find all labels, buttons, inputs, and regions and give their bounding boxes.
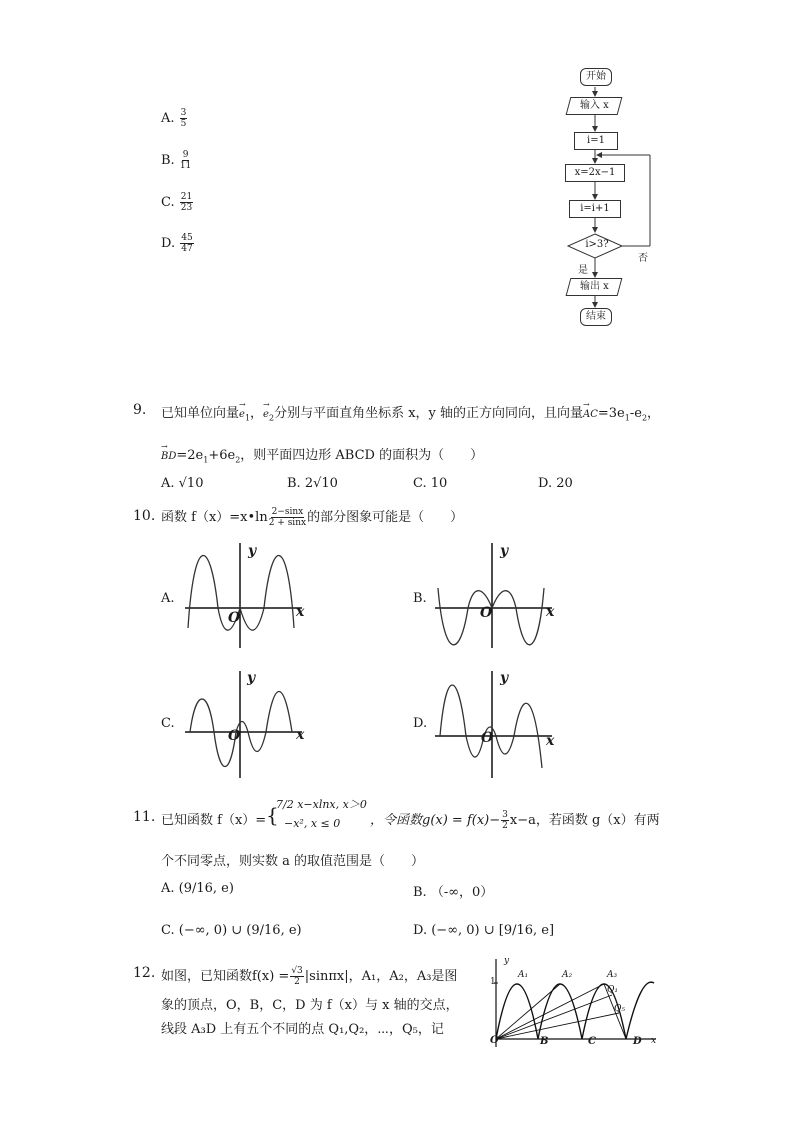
q12-line3: 线段 A₃D 上有五个不同的点 Q₁,Q₂，⋯，Q₅，记: [161, 1022, 444, 1037]
q12-line1: 如图，已知函数f(x) = $\frac{√3}{2}$ |sinπx|，A₁，A₂，A₃是图: [161, 966, 458, 987]
graph-b-y-label: y: [500, 543, 509, 559]
graph-c-origin: O: [228, 728, 241, 744]
graph-b-x-label: x: [546, 604, 555, 620]
q10-option-d: D.: [413, 716, 428, 731]
q9-option-a: A. √10: [161, 476, 204, 491]
graph-c: [180, 668, 310, 780]
q12-graph-q1: Q₁: [607, 985, 618, 995]
flow-end: 结束: [580, 308, 612, 326]
q8-option-d: D. $\frac{45}{47}$: [161, 233, 193, 254]
q8-option-c: C. $\frac{21}{23}$: [161, 192, 193, 213]
q9-line1: 已知单位向量→ $e_1$，→ $e_2$分别与平面直角坐标系 x，y 轴的正方向同向，且向量→ $AC=3e_1-e_2$，: [161, 402, 660, 423]
flow-yes: 是: [578, 265, 588, 276]
fraction: $\frac{3}{2}$: [502, 810, 508, 831]
q8-option-b: B. $\frac{9}{11}$: [161, 150, 192, 171]
q11-option-c: C. (−∞, 0) ∪ (9/16, e): [161, 923, 302, 938]
q10-stem: 函数 f（x）=x•ln $\frac{2-\sin x}{2 + \sin x}$ 的部分图象可能是（ ）: [161, 507, 464, 528]
q12-graph-y: y: [504, 956, 510, 966]
q9-line2: → $BD=2e_1+6e_2$，则平面四边形 ABCD 的面积为（ ）: [161, 444, 483, 465]
flow-no: 否: [638, 253, 648, 264]
q11-line2: 个不同零点，则实数 a 的取值范围是（ ）: [161, 854, 425, 869]
graph-b: [430, 540, 560, 650]
graph-a-y-label: y: [248, 543, 257, 559]
graph-c-x-label: x: [296, 727, 305, 743]
graph-a: [180, 540, 310, 650]
q11-option-a: A. (9/16, e): [161, 881, 234, 896]
q12-graph-o: O: [490, 1035, 499, 1046]
flow-input: 输入 x: [566, 97, 623, 115]
fraction: $\frac{3}{5}$: [180, 108, 187, 129]
q12-graph-q5: Q₅: [614, 1004, 625, 1014]
q9-option-b: B. 2√10: [287, 476, 338, 491]
q10-option-a: A.: [161, 591, 175, 606]
q9-option-d: D. 20: [538, 476, 573, 491]
q12-graph-a2: A₂: [562, 970, 573, 980]
brace: {: [266, 803, 279, 827]
q12-number: 12.: [133, 965, 156, 981]
q11-stem-b: ，令函数g(x) = f(x)− $\frac{3}{2}$ x−a，若函数 g（x）有两: [370, 810, 660, 831]
graph-a-x-label: x: [296, 604, 305, 620]
graph-c-y-label: y: [247, 670, 256, 686]
graph-b-origin: O: [480, 605, 493, 621]
q12-graph-one: 1: [490, 977, 496, 987]
flow-cond: i>3?: [585, 239, 609, 250]
flow-start: 开始: [580, 68, 612, 86]
flow-init: i=1: [574, 132, 618, 150]
q12-graph-a1: A₁: [518, 970, 529, 980]
q8-option-a: A. $\frac{3}{5}$: [161, 108, 187, 129]
graph-d-y-label: y: [500, 670, 509, 686]
q11-piece1: 7/2 x−xlnx, x＞0: [276, 798, 367, 811]
flow-step2: i=i+1: [569, 200, 621, 218]
fraction: $\frac{√3}{2}$: [291, 966, 303, 987]
q9-option-c: C. 10: [413, 476, 448, 491]
q12-graph-x: x: [651, 1036, 657, 1046]
flow-output: 输出 x: [566, 278, 623, 296]
q9-number: 9.: [133, 402, 147, 418]
fraction: $\frac{45}{47}$: [181, 233, 193, 254]
graph-d-x-label: x: [546, 733, 555, 749]
q11-number: 11.: [133, 809, 156, 825]
q10-number: 10.: [133, 508, 156, 524]
flow-step1: x=2x−1: [565, 164, 625, 182]
q12-graph-d: D: [633, 1036, 642, 1047]
q10-option-b: B.: [413, 591, 427, 606]
graph-d: [430, 668, 560, 780]
q11-option-b: B. （-∞，0）: [413, 885, 494, 900]
q12-graph-a3: A₃: [607, 970, 618, 980]
q10-option-c: C.: [161, 716, 175, 731]
q11-piece2: −x², x ≤ 0: [284, 817, 341, 830]
q12-line2: 象的顶点，O，B，C，D 为 f（x）与 x 轴的交点，: [161, 998, 459, 1013]
fraction: $\frac{2-\sin x}{2 + \sin x}$: [268, 507, 307, 528]
fraction: $\frac{21}{23}$: [180, 192, 193, 213]
q12-graph-c: C: [588, 1036, 596, 1047]
q11-option-d: D. (−∞, 0) ∪ [9/16, e]: [413, 923, 555, 938]
fraction: $\frac{9}{11}$: [179, 150, 192, 171]
q12-graph-b: B: [540, 1036, 549, 1047]
q11-stem-a: 已知函数 f（x）=: [161, 813, 267, 828]
flowchart: [540, 60, 690, 340]
graph-a-origin: O: [228, 610, 241, 626]
graph-d-origin: O: [481, 730, 494, 746]
